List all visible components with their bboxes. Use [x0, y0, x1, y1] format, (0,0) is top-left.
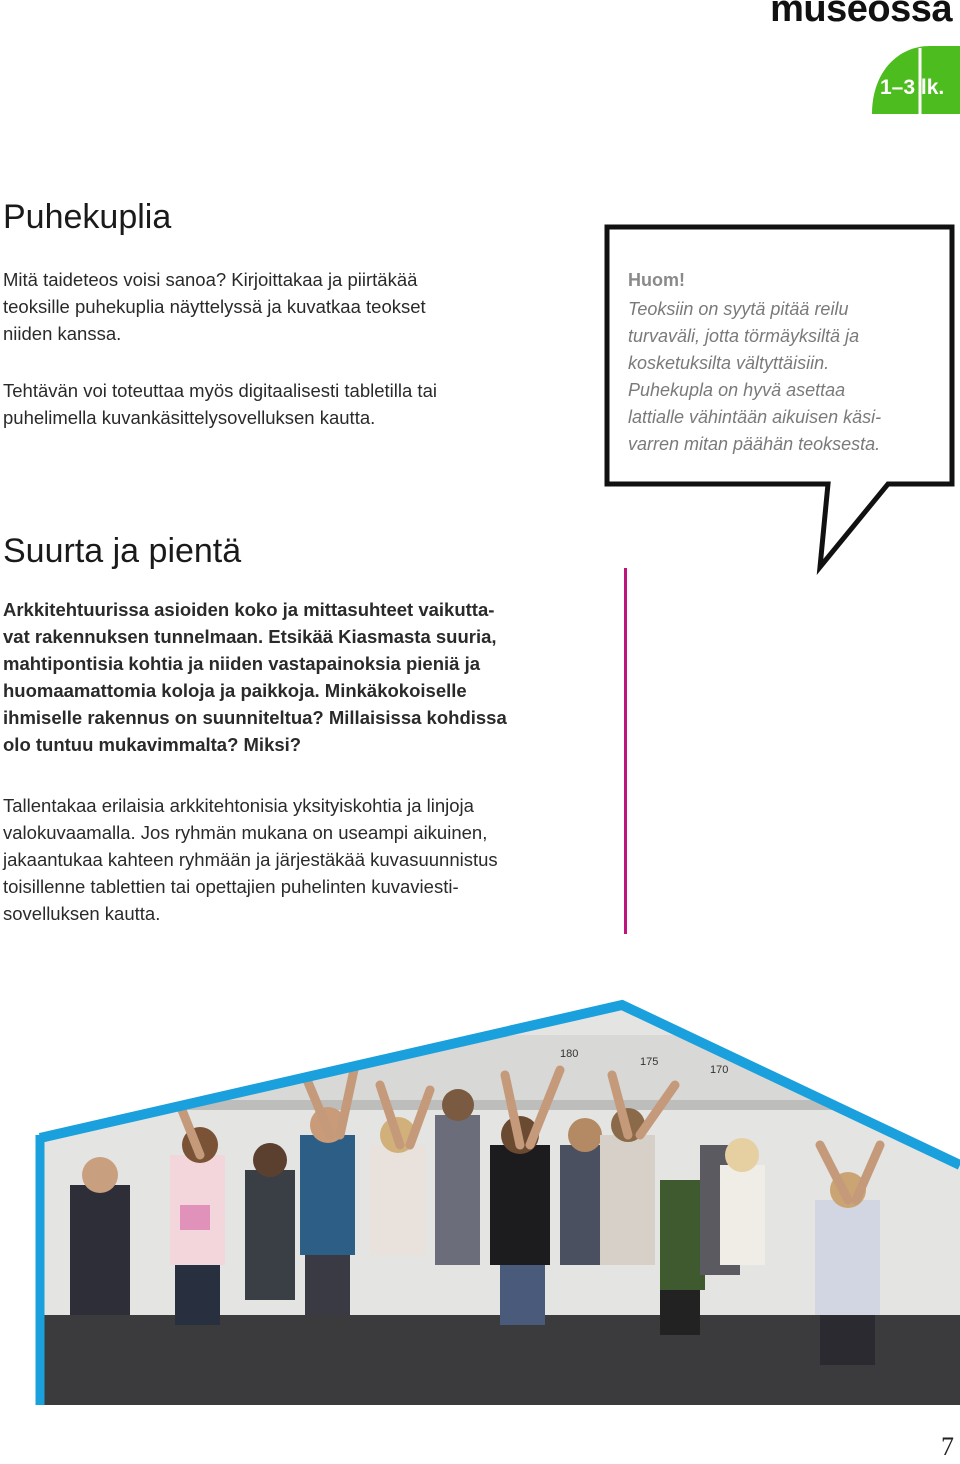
- puhekuplia-paragraph-2: Tehtävän voi toteuttaa myös digitaalisesti tabletilla tai puhelimella kuvankäsittelysovelluksen kautta.: [3, 380, 437, 428]
- puhekuplia-paragraph-1: Mitä taideteos voisi sanoa? Kirjoittakaa ja piirtäkää teoksille puhekuplia näyttelyssä ja kuvatkaa teokset niiden kanssa.: [3, 269, 426, 344]
- section-title-suurta-ja-pienta: Suurta ja pientä: [3, 532, 242, 570]
- page-number: 7: [941, 1432, 954, 1461]
- height-mark-175: 175: [640, 1056, 659, 1068]
- height-mark-170: 170: [710, 1064, 729, 1076]
- section-title-puhekuplia: Puhekuplia: [3, 198, 172, 236]
- suurta-paragraph-2: Tallentakaa erilaisia arkkitehtonisia yksityiskohtia ja linjoja valokuvaamalla. Jos ryhmän mukana on useampi aikuinen, jakaantukaa kahteen ryhmään ja järjestäkää kuvasuunnistus toisillenne tablettien tai opettajien puhelinten kuvaviesti- sovelluksen kautta.: [3, 795, 498, 924]
- grade-badge-label: 1–3 lk.: [880, 76, 945, 99]
- height-mark-180: 180: [560, 1048, 579, 1060]
- bubble-heading: Huom!: [628, 270, 685, 290]
- suurta-paragraph-1: Arkkitehtuurissa asioiden koko ja mittasuhteet vaikutta- vat rakennuksen tunnelmaan. Etsikää Kiasmasta suuria, mahtipontisia kohtia ja niiden vastapainoksia pieniä ja huomaamattomia koloja ja paikkoja. Minkäkokoiselle ihmiselle rakennus on suunniteltua? Millaisissa kohdissa olo tuntuu mukavimmalta? Miksi?: [3, 599, 507, 755]
- bubble-text: Teoksiin on syytä pitää reilu turvaväli, jotta törmäyksiltä ja kosketuksilta vältyttäisiin. Puhekupla on hyvä asettaa lattialle vähintään aikuisen käsi- varren mitan päähän teoksesta.: [628, 299, 882, 454]
- vertical-divider: [624, 568, 627, 934]
- children-reaching-photo: [0, 995, 960, 1405]
- brand-title: museossa: [770, 0, 952, 30]
